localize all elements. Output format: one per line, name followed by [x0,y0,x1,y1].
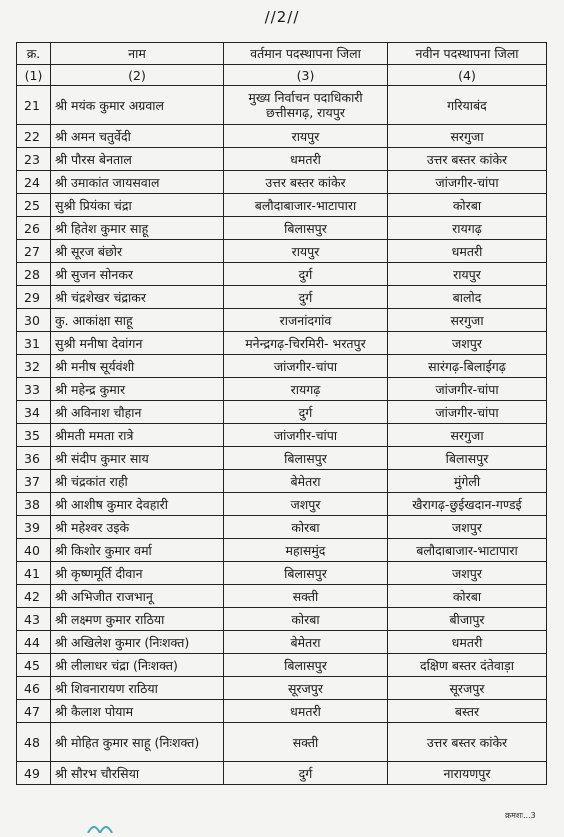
current-district-cell: उत्तर बस्तर कांकेर [224,171,388,194]
continued-note: क्रमशः...3 [505,811,536,820]
table-row [17,539,547,562]
new-district-cell: बिलासपुर [388,447,547,470]
current-district-cell: सक्ती [224,585,388,608]
table-row [17,217,547,240]
name-cell: श्री हितेश कुमार साहू [51,217,224,240]
new-district-cell: सारंगढ़-बिलाईगढ़ [388,355,547,378]
header-name: नाम [51,43,224,65]
table-row [17,585,547,608]
new-district-cell: धमतरी [388,240,547,263]
new-district-cell: जशपुर [388,516,547,539]
transfer-table [16,42,547,785]
new-district-cell: सरगुजा [388,125,547,148]
table-row [17,286,547,309]
current-district-cell: सूरजपुर [224,677,388,700]
name-cell: कु. आकांक्षा साहू [51,309,224,332]
table-row [17,723,547,762]
new-district-cell: गरियाबंद [388,86,547,125]
table-row [17,263,547,286]
table-row [17,654,547,677]
new-district-cell: रायपुर [388,263,547,286]
current-district-cell: रायपुर [224,125,388,148]
name-cell: श्री कैलाश पोयाम [51,700,224,723]
new-district-cell: उत्तर बस्तर कांकेर [388,148,547,171]
name-cell: श्रीमती ममता रात्रे [51,424,224,447]
current-district-cell: मुख्य निर्वाचन पदाधिकारी छत्तीसगढ़, रायपुर [224,86,388,125]
current-district-cell: रायपुर [224,240,388,263]
current-district-cell: सक्ती [224,723,388,762]
name-cell: श्री सुजन सोनकर [51,263,224,286]
new-district-cell: जांजगीर-चांपा [388,171,547,194]
new-district-cell: सूरजपुर [388,677,547,700]
serial-number-cell: 47 [17,700,51,723]
current-district-cell: बिलासपुर [224,654,388,677]
serial-number-cell: 38 [17,493,51,516]
new-district-cell: मुंगेली [388,470,547,493]
current-district-cell: बिलासपुर [224,447,388,470]
serial-number-cell: 48 [17,723,51,762]
table-row [17,562,547,585]
table-row [17,378,547,401]
name-cell: श्री मनीष सूर्यवंशी [51,355,224,378]
new-district-cell: जांजगीर-चांपा [388,378,547,401]
new-district-cell: बीजापुर [388,608,547,631]
serial-number-cell: 35 [17,424,51,447]
new-district-cell: बस्तर [388,700,547,723]
table-row [17,447,547,470]
table-row [17,516,547,539]
table-row [17,424,547,447]
current-district-cell: जांजगीर-चांपा [224,355,388,378]
name-cell: सुश्री मनीषा देवांगन [51,332,224,355]
new-district-cell: दक्षिण बस्तर दंतेवाड़ा [388,654,547,677]
current-district-cell: बलौदाबाजार-भाटापारा [224,194,388,217]
new-district-cell: बलौदाबाजार-भाटापारा [388,539,547,562]
new-district-cell: जांजगीर-चांपा [388,401,547,424]
serial-number-cell: 36 [17,447,51,470]
current-district-cell: महासमुंद [224,539,388,562]
column-number: (2) [51,65,224,86]
serial-number-cell: 21 [17,86,51,125]
new-district-cell: कोरबा [388,585,547,608]
column-number: (1) [17,65,51,86]
name-cell: श्री महेश्वर उइके [51,516,224,539]
current-district-cell: रायगढ़ [224,378,388,401]
header-serial: क्र. [17,43,51,65]
name-cell: श्री लीलाधर चंद्रा (निःशक्त) [51,654,224,677]
new-district-cell: खैरागढ़-छुईखदान-गण्डई [388,493,547,516]
new-district-cell: जशपुर [388,332,547,355]
serial-number-cell: 44 [17,631,51,654]
table-row [17,194,547,217]
table-row [17,470,547,493]
current-district-cell: बिलासपुर [224,562,388,585]
current-district-cell: जशपुर [224,493,388,516]
name-cell: श्री उमाकांत जायसवाल [51,171,224,194]
serial-number-cell: 32 [17,355,51,378]
column-number: (3) [224,65,388,86]
name-cell: श्री आशीष कुमार देवहारी [51,493,224,516]
header-current-district: वर्तमान पदस्थापना जिला [224,43,388,65]
table-body [17,86,547,785]
name-cell: श्री शिवनारायण राठिया [51,677,224,700]
new-district-cell: कोरबा [388,194,547,217]
serial-number-cell: 46 [17,677,51,700]
name-cell: श्री सूरज बंछोर [51,240,224,263]
name-cell: श्री कृष्णमूर्ति दीवान [51,562,224,585]
current-district-cell: धमतरी [224,700,388,723]
new-district-cell: उत्तर बस्तर कांकेर [388,723,547,762]
serial-number-cell: 26 [17,217,51,240]
table-row [17,401,547,424]
current-district-cell: दुर्ग [224,263,388,286]
serial-number-cell: 39 [17,516,51,539]
serial-number-cell: 25 [17,194,51,217]
serial-number-cell: 24 [17,171,51,194]
serial-number-cell: 30 [17,309,51,332]
current-district-cell: कोरबा [224,516,388,539]
serial-number-cell: 31 [17,332,51,355]
name-cell: श्री अविनाश चौहान [51,401,224,424]
table-row [17,677,547,700]
table-row [17,355,547,378]
table-row [17,86,547,125]
current-district-cell: मनेन्द्रगढ़-चिरमिरी- भरतपुर [224,332,388,355]
table-row [17,240,547,263]
name-cell: श्री चंद्रशेखर चंद्राकर [51,286,224,309]
current-district-cell: जांजगीर-चांपा [224,424,388,447]
serial-number-cell: 45 [17,654,51,677]
serial-number-cell: 33 [17,378,51,401]
table-row [17,700,547,723]
serial-number-cell: 43 [17,608,51,631]
new-district-cell: रायगढ़ [388,217,547,240]
current-district-cell: दुर्ग [224,762,388,785]
name-cell: श्री मयंक कुमार अग्रवाल [51,86,224,125]
serial-number-cell: 40 [17,539,51,562]
table-header [17,43,547,86]
table-row [17,762,547,785]
current-district-cell: कोरबा [224,608,388,631]
current-district-cell: दुर्ग [224,401,388,424]
new-district-cell: सरगुजा [388,424,547,447]
name-cell: श्री किशोर कुमार वर्मा [51,539,224,562]
current-district-cell: राजनांदगांव [224,309,388,332]
new-district-cell: सरगुजा [388,309,547,332]
serial-number-cell: 49 [17,762,51,785]
table-row [17,125,547,148]
name-cell: श्री मोहित कुमार साहू (निःशक्त) [51,723,224,762]
serial-number-cell: 34 [17,401,51,424]
name-cell: सुश्री प्रियंका चंद्रा [51,194,224,217]
new-district-cell: जशपुर [388,562,547,585]
table-row [17,631,547,654]
new-district-cell: नारायणपुर [388,762,547,785]
new-district-cell: बालोद [388,286,547,309]
serial-number-cell: 27 [17,240,51,263]
column-number: (4) [388,65,547,86]
serial-number-cell: 23 [17,148,51,171]
current-district-cell: बेमेतरा [224,470,388,493]
new-district-cell: धमतरी [388,631,547,654]
name-cell: श्री पौरस बेनताल [51,148,224,171]
table-row [17,332,547,355]
name-cell: श्री अभिजीत राजभानू [51,585,224,608]
table-row [17,608,547,631]
name-cell: श्री संदीप कुमार साय [51,447,224,470]
serial-number-cell: 37 [17,470,51,493]
table-row [17,493,547,516]
serial-number-cell: 29 [17,286,51,309]
name-cell: श्री सौरभ चौरसिया [51,762,224,785]
serial-number-cell: 22 [17,125,51,148]
table-row [17,148,547,171]
name-cell: श्री अमन चतुर्वेदी [51,125,224,148]
current-district-cell: बिलासपुर [224,217,388,240]
name-cell: श्री चंद्रकांत राही [51,470,224,493]
current-district-cell: धमतरी [224,148,388,171]
table-row [17,171,547,194]
table-row [17,309,547,332]
name-cell: श्री महेन्द्र कुमार [51,378,224,401]
name-cell: श्री लक्ष्मण कुमार राठिया [51,608,224,631]
current-district-cell: बेमेतरा [224,631,388,654]
current-district-cell: दुर्ग [224,286,388,309]
serial-number-cell: 42 [17,585,51,608]
page-number-marker: //2// [264,8,300,26]
logo-icon [86,818,126,837]
name-cell: श्री अखिलेश कुमार (निःशक्त) [51,631,224,654]
serial-number-cell: 28 [17,263,51,286]
serial-number-cell: 41 [17,562,51,585]
header-new-district: नवीन पदस्थापना जिला [388,43,547,65]
